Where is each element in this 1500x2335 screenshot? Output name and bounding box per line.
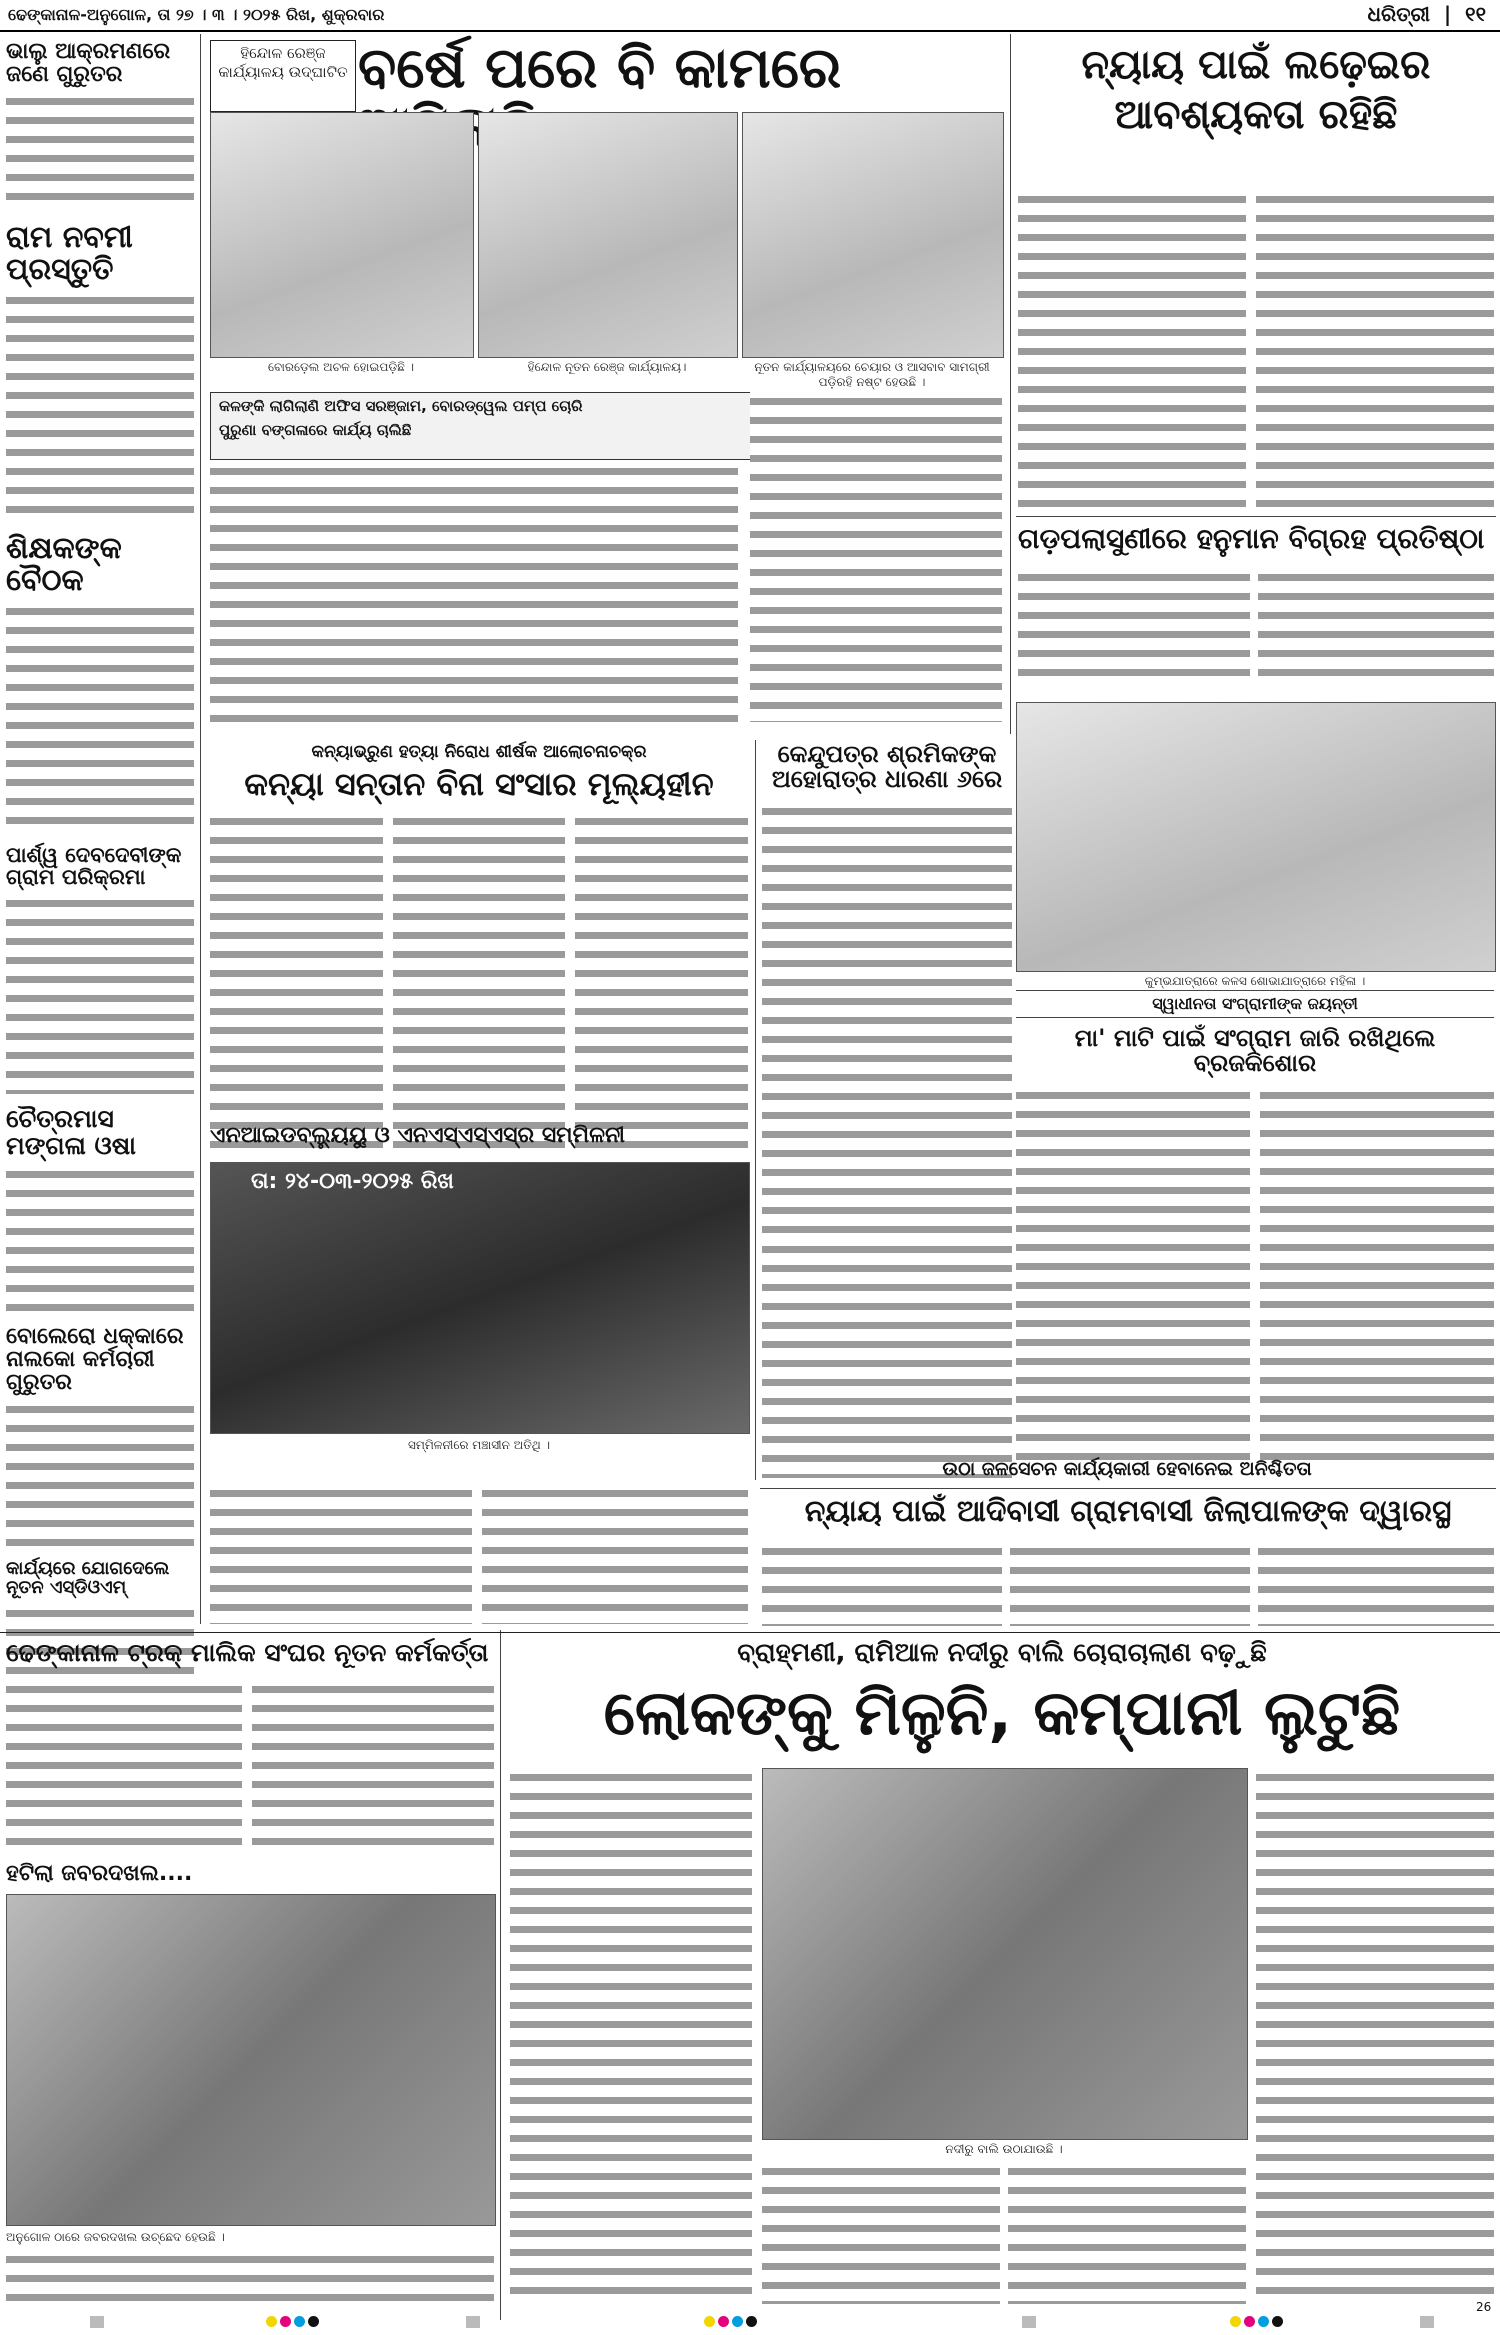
headline-kendu-line-1: କେନ୍ଦୁପତ୍ର ଶ୍ରମିକଙ୍କ [777,740,997,768]
article-body [1018,568,1250,688]
section-rule [0,1632,1500,1633]
print-registration-mark [1022,2316,1036,2328]
kicker-freedom: ସ୍ୱାଧୀନତା ସଂଗ୍ରାମୀଙ୍କ ଜୟନ୍ତୀ [1016,990,1494,1018]
article-body [6,1680,242,1856]
print-registration-mark [1420,2316,1434,2328]
column-rule [500,1630,501,2320]
article-body [575,812,748,1158]
article-body [6,92,194,210]
article-body [510,1768,752,2304]
photo-conference [210,1162,750,1434]
section-date: ଢେଙ୍କାନାଳ-ଅନୁଗୋଳ, ତା ୨୭ । ୩ । ୨୦୨୫ ରିଖ, ଶୁକ୍ରବାର [8,5,385,24]
kendu-story [762,742,1012,1272]
headline-nalco-meet: ଏନଆଇଡବ୍ଲ୍ୟୁୟୁ ଓ ଏନଏସ୍‌ଏସ୍‌ଏସ୍‌ର ସମ୍ମିଳନୀ [210,1123,625,1148]
article-body [1258,1542,1494,1626]
kicker-encroachment: ହଟିଲା ଜବରଦଖଲ.... [6,1861,193,1886]
subhead-bullet-1: କଳଙ୍କି ଲାଗିଲାଣି ଅଫିସ ସରଞ୍ଜାମ, ବୋରଡ୍ୱେଲ ପମ୍ପ ଚୋରି [219,397,583,415]
print-color-dot [280,2316,291,2327]
headline-bolero-accident: ବୋଲେରୋ ଧକ୍କାରେ ନାଲକୋ କର୍ମଚାରୀ ଗୁରୁତର [6,1323,184,1395]
headline-hanuman-idol: ଗଡ଼ପଲାସୁଣୀରେ ହନୁମାନ ବିଗ୍ରହ ପ୍ରତିଷ୍ଠା [1018,522,1485,555]
print-color-dot [1244,2316,1255,2327]
article-body [1010,1542,1250,1626]
section-rule [760,1488,1496,1489]
print-color-dot [308,2316,319,2327]
article-body [6,1400,194,1550]
headline-ram-navami: ରାମ ନବମୀ ପ୍ରସ୍ତୁତି [6,220,133,287]
article-body [210,812,383,1158]
article-body [762,2162,1000,2304]
article-body [6,894,194,1094]
freedom-story [1016,990,1494,1472]
kicker-kanya: କନ୍ୟାଭ୍ରୁଣ ହତ୍ୟା ନିରୋଧ ଶୀର୍ଷକ ଆଲୋଚନାଚକ୍ର [311,742,647,762]
print-color-dot [1258,2316,1269,2327]
caption-borewell: ବୋରଡ଼େଲ ଅଚଳ ହୋଇପଡ଼ିଛି । [267,360,415,374]
headline-justice-line-1: ନ୍ୟାୟ ପାଇଁ ଲଢ଼େଇର [1081,42,1431,88]
print-color-dot [718,2316,729,2327]
photo-kalash-procession [1016,702,1496,972]
left-column [6,40,194,1716]
article-body [1018,190,1246,510]
paper-logo: ଧରିତ୍ରୀ | ୧୧ [1367,2,1486,26]
article-body [1008,2162,1246,2304]
story-label-box: ହିନ୍ଦୋଳ ରେଞ୍ଜ କାର୍ଯ୍ୟାଳୟ ଉଦ୍‌ଘାଟିତ [210,40,356,112]
article-body [750,392,1002,722]
article-body [210,462,738,722]
print-registration-mark [466,2316,480,2328]
masthead [0,0,1500,32]
article-body [1258,568,1494,688]
article-body [1016,1086,1250,1472]
article-body [6,291,194,521]
photo-encroachment [6,1894,496,2226]
page-code: 26 [1476,2300,1492,2314]
article-body [210,1484,472,1624]
article-body [393,812,566,1158]
article-body [6,2250,494,2306]
article-body [482,1484,748,1624]
headline-kanya: କନ୍ୟା ସନ୍ତାନ ବିନା ସଂସାର ମୂଲ୍ୟହୀନ [244,765,714,803]
photo-range-office [478,112,738,358]
subhead-box [210,392,756,460]
photo-office-furniture [742,112,1004,358]
caption-encroachment: ଅନୁଗୋଳ ଠାରେ ଜବରଦଖଲ ଉଚ୍ଛେଦ ହେଉଛି । [6,2230,225,2244]
headline-tribal: ନ୍ୟାୟ ପାଇଁ ଆଦିବାସୀ ଗ୍ରାମବାସୀ ଜିଲାପାଳଙ୍କ ଦ୍ୱାରସ୍ଥ [804,1494,1452,1529]
headline-kendu [762,742,1012,792]
photo-sand-excavator [762,1768,1248,2140]
section-rule [1016,516,1496,517]
caption-conference: ସମ୍ମିଳନୀରେ ମଞ୍ଚାସୀନ ଅତିଥି । [408,1438,550,1452]
article-body [1260,1086,1494,1472]
article-body [1256,1768,1494,2304]
article-body [762,1542,1002,1626]
headline-justice [1018,44,1494,136]
print-color-dot [704,2316,715,2327]
headline-bear-attack: ଭାଲୁ ଆକ୍ରମଣରେ ଜଣେ ଗୁରୁତର [6,39,171,88]
headline-truck-union: ଢେଙ୍କାନାଳ ଟ୍ରକ୍ ମାଲିକ ସଂଘର ନୂତନ କର୍ମକର୍ତ୍ତା [6,1638,489,1667]
column-rule [200,34,201,1624]
headline-teachers-meeting: ଶିକ୍ଷକଙ୍କ ବୈଠକ [6,531,122,598]
print-color-dot [732,2316,743,2327]
headline-mangala-osha: ଚୈତ୍ରମାସ ମଙ୍ଗଳା ଓଷା [6,1104,136,1160]
caption-sand: ନଦୀରୁ ବାଲି ଉଠାଯାଉଛି । [945,2142,1063,2156]
print-color-dot [746,2316,757,2327]
headline-justice-line-2: ଆବଶ୍ୟକତା ରହିଛି [1114,92,1398,138]
headline-village-procession: ପାର୍ଶ୍ୱ ଦେବଦେବୀଙ୍କ ଗ୍ରାମ ପରିକ୍ରମା [6,843,182,890]
article-body [6,1165,194,1315]
print-color-dot [1230,2316,1241,2327]
subhead-bullet-2: ପୁରୁଣା ବଙ୍ଗଳାରେ କାର୍ଯ୍ୟ ଚାଲିଛି [219,421,412,439]
article-body [252,1680,494,1856]
column-rule [755,740,756,1480]
caption-furniture: ନୂତନ କାର୍ଯ୍ୟାଳୟରେ ଚେୟାର ଓ ଆସବାବ ସାମଗ୍ରୀ ପଡ଼ିରହି ନଷ୍ଟ ହେଉଛି । [754,360,990,389]
headline-sand-mining: ଲୋକଙ୍କୁ ମିଳୁନି, କମ୍ପାନୀ ଲୁଟୁଛି [603,1676,1401,1749]
column-rule [1010,34,1011,734]
kicker-tribal: ଉଠା ଜଳସେଚନ କାର୍ଯ୍ୟକାରୀ ହେବାନେଇ ଅନିଶ୍ଚିତତା [942,1458,1312,1480]
banner-date: ତା: ୨୪-୦୩-୨୦୨୫ ରିଖ [251,1169,454,1194]
article-body [1256,190,1494,510]
kicker-sand-mining: ବ୍ରାହ୍ମଣୀ, ରାମିଆଳ ନଦୀରୁ ବାଲି ଚୋରାଚାଲାଣ ବଢ଼ୁଛି [737,1638,1267,1668]
article-body [762,802,1012,1272]
tribal-story [210,1458,1494,1480]
print-color-dot [294,2316,305,2327]
print-color-dot [1272,2316,1283,2327]
page-number: ୧୧ [1465,2,1486,26]
photo-borewell [210,112,474,358]
print-color-dot [266,2316,277,2327]
caption-kalash: କୁମ୍ଭଯାତ୍ରାରେ କଳସ ଶୋଭାଯାତ୍ରାରେ ମହିଳା । [1144,974,1366,988]
headline-new-sdom: କାର୍ଯ୍ୟରେ ଯୋଗଦେଲେ ନୂତନ ଏସ୍‌ଡିଓଏମ୍ [6,1558,170,1598]
paper-name: ଧରିତ୍ରୀ [1367,2,1430,26]
headline-kendu-line-2: ଅହୋରାତ୍ର ଧାରଣା ୬ରେ [771,765,1003,794]
headline-top-story: ବର୍ଷେ ପରେ ବି କାମରେ [358,36,842,101]
caption-range-office: ହିନ୍ଦୋଳ ନୂତନ ରେଞ୍ଜ କାର୍ଯ୍ୟାଳୟ। [527,360,687,374]
headline-freedom: ମା' ମାଟି ପାଇଁ ସଂଗ୍ରାମ ଜାରି ରଖିଥିଲେ ବ୍ରଜକିଶୋର [1074,1024,1436,1078]
article-body [6,602,194,832]
print-registration-mark [90,2316,104,2328]
article-body [762,1240,1012,1478]
kanya-story [210,742,748,1158]
